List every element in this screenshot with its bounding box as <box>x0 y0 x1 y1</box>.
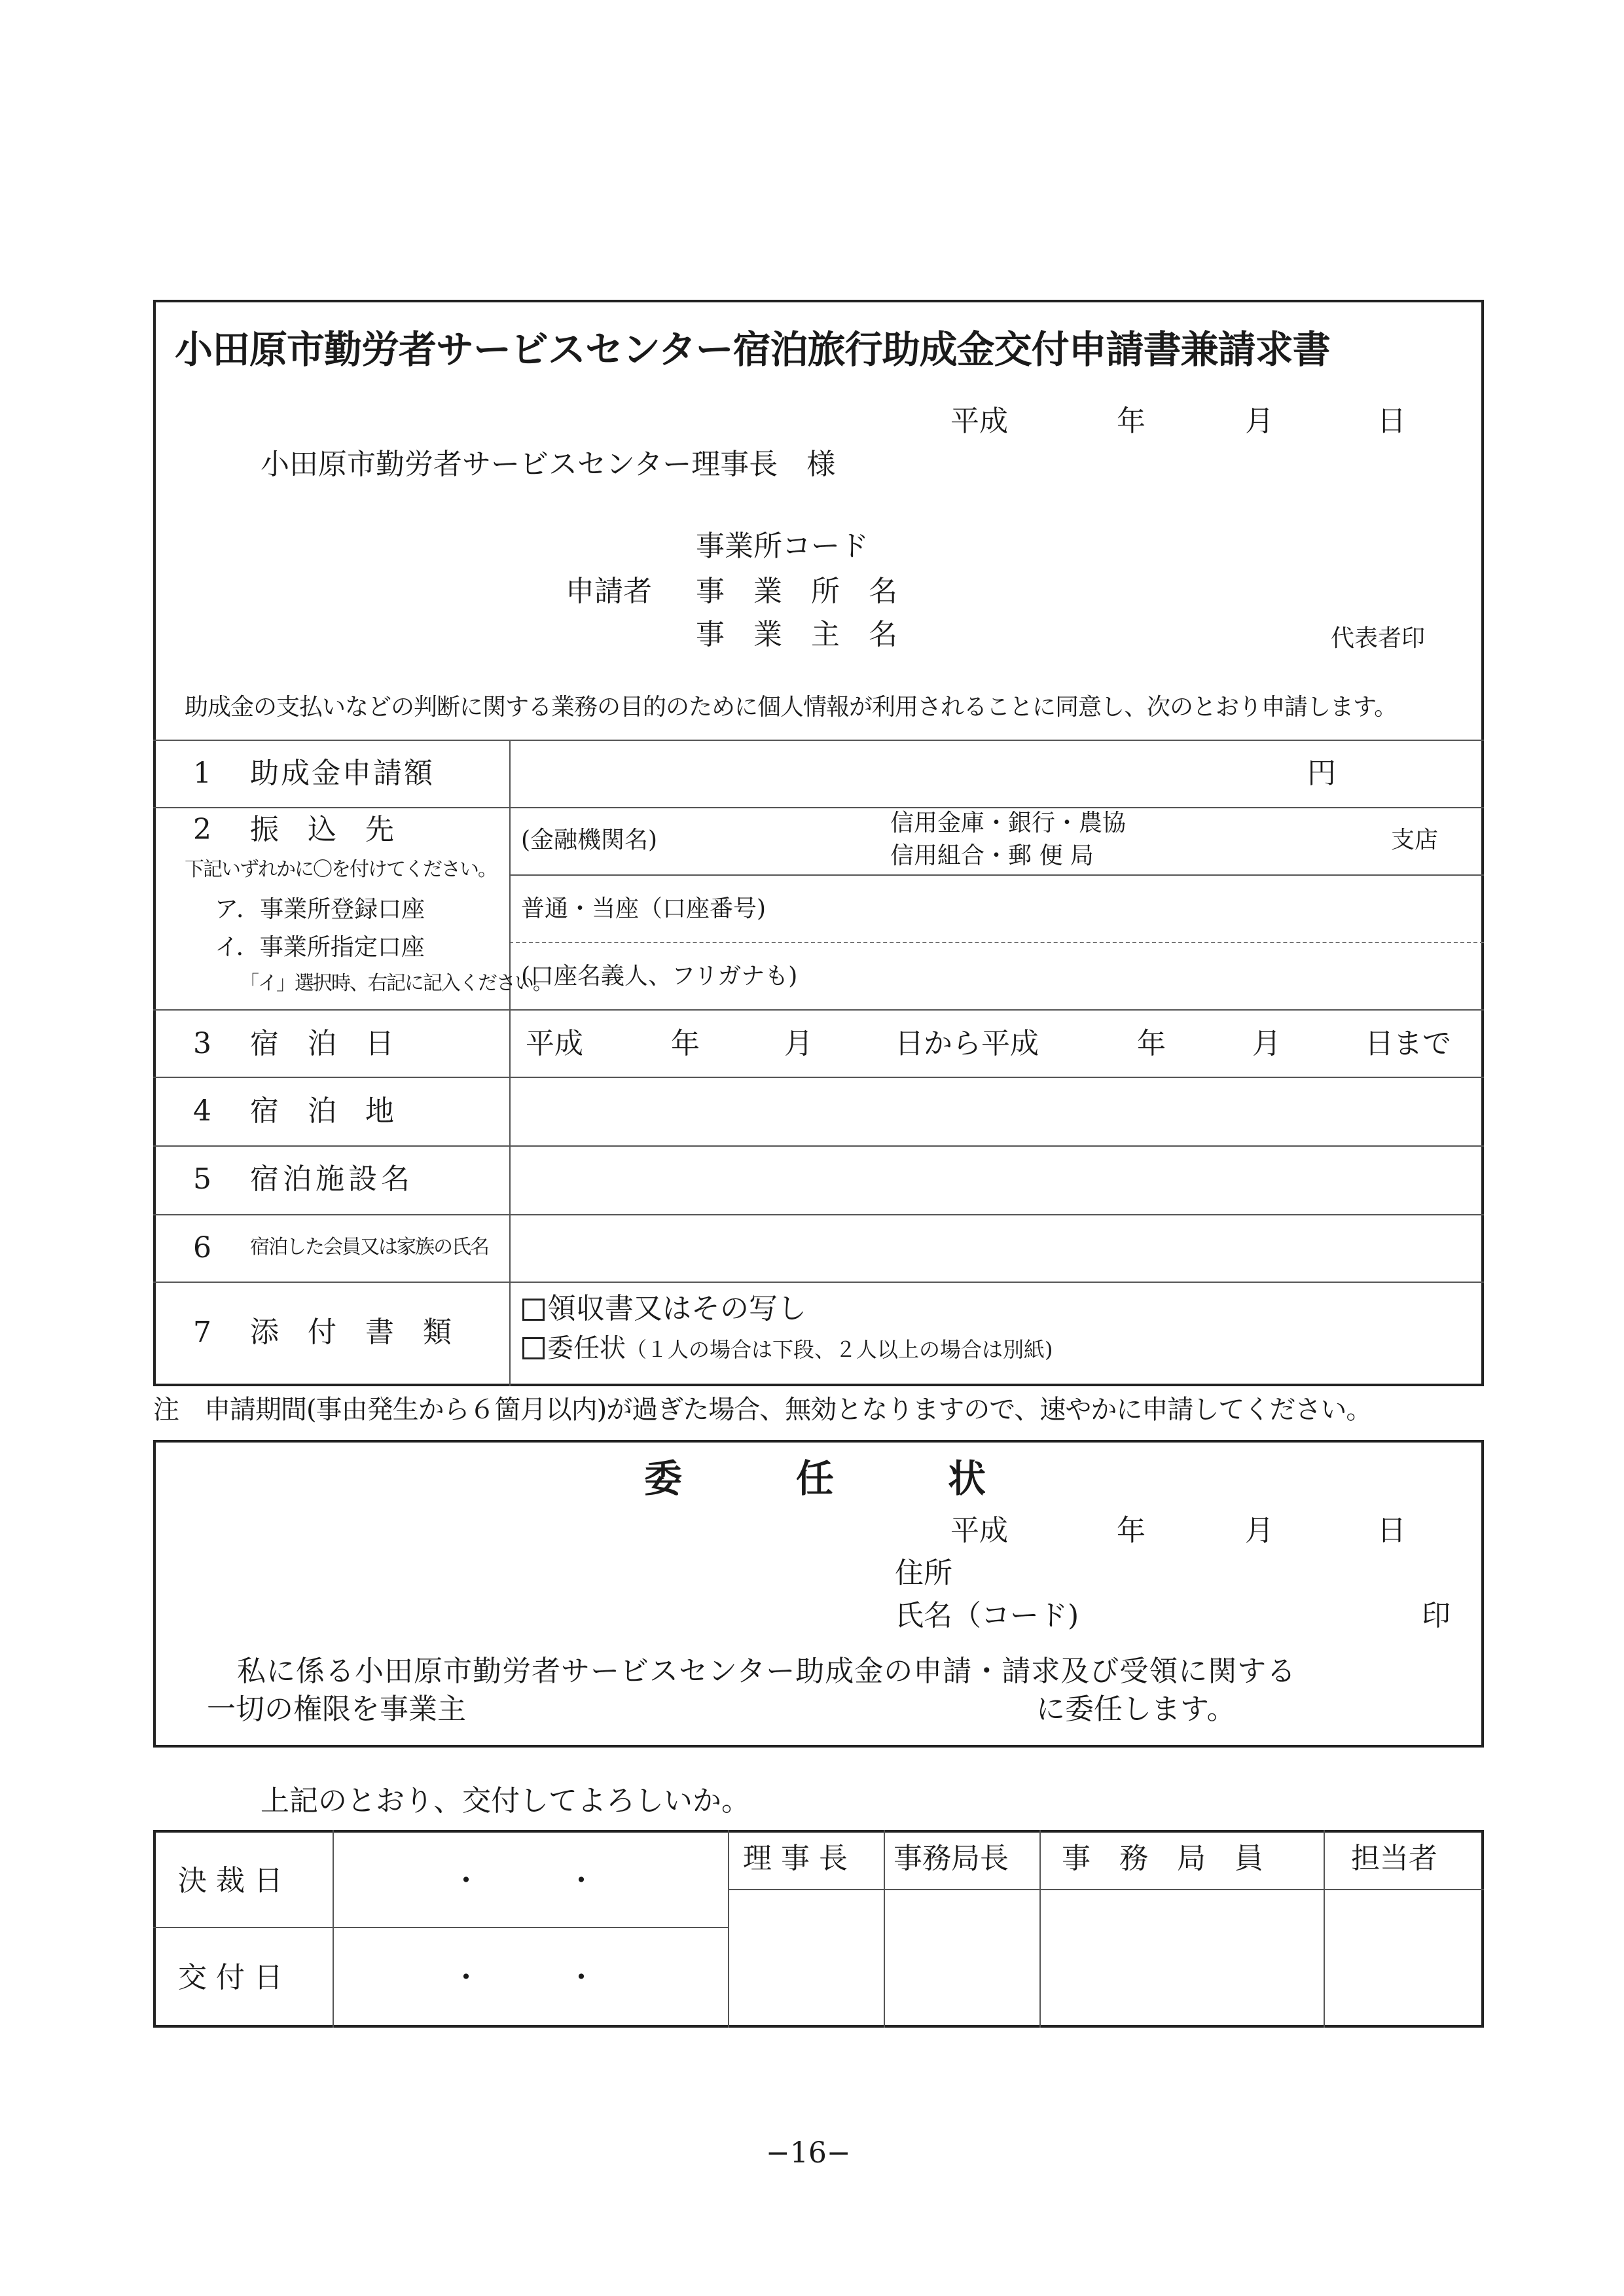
approval-row-divider <box>153 1927 728 1928</box>
bank-types-line1: 信用金庫・銀行・農協 <box>890 810 1127 836</box>
decision-date-dots: ・ ・ <box>452 1864 596 1897</box>
row1-label: 助成金申請額 <box>250 757 435 790</box>
approval-column-divider <box>884 1830 885 2028</box>
date-era: 平成 <box>950 404 1008 438</box>
application-period-note: 注 申請期間(事由発生から６箇月以内)が過ぎた場合、無効となりますので、速やかに申請してください。 <box>153 1395 1372 1425</box>
office-name-label: 事 業 所 名 <box>696 575 897 608</box>
receipt-checkbox-row <box>522 1292 806 1325</box>
form-title: 小田原市勤労者サービスセンター宿泊旅行助成金交付申請書兼請求書 <box>175 327 1330 372</box>
row-divider <box>509 874 1484 876</box>
approval-column-divider <box>333 1830 334 2028</box>
office-code-label: 事業所コード <box>696 529 869 563</box>
proxy-date-era: 平成 <box>950 1514 1008 1547</box>
row4-number: 4 <box>193 1094 211 1128</box>
addressee: 小田原市勤労者サービスセンター理事長 様 <box>261 448 836 481</box>
account-holder-label: (口座名義人、フリガナも) <box>521 963 798 990</box>
row1-number: 1 <box>193 757 211 790</box>
approval-column-divider <box>1039 1830 1041 2028</box>
date-day: 日 <box>1377 404 1406 438</box>
proxy-name-label: 氏名（コード) <box>895 1599 1079 1632</box>
row-divider <box>153 1077 1484 1078</box>
stay-year1: 年 <box>671 1027 700 1060</box>
approval-question: 上記のとおり、交付してよろしいか。 <box>261 1784 750 1818</box>
account-option-i: イ．事業所指定口座 <box>215 934 425 961</box>
row6-label: 宿泊した会員又は家族の氏名 <box>250 1236 488 1259</box>
row2-number: 2 <box>193 813 211 846</box>
account-option-a: ア．事業所登録口座 <box>215 896 425 923</box>
option-i-note: 「イ」選択時、右記に記入ください。 <box>240 972 551 995</box>
date-month: 月 <box>1245 404 1274 438</box>
proxy-body-line2-a: 一切の権限を事業主 <box>207 1693 466 1726</box>
row3-number: 3 <box>193 1027 211 1060</box>
row2-note: 下記いずれかに〇を付けてください。 <box>185 858 496 881</box>
receipt-checkbox[interactable] <box>522 1299 545 1321</box>
yen-unit: 円 <box>1307 757 1336 790</box>
proxy-checkbox-row <box>522 1335 1053 1361</box>
receipt-label: 領収書又はその写し <box>547 1292 806 1325</box>
owner-name-label: 事 業 主 名 <box>696 618 897 651</box>
account-number-label: 普通・当座（口座番号) <box>521 895 767 922</box>
bank-name-label: (金融機関名) <box>521 827 658 853</box>
proxy-seal: 印 <box>1422 1599 1451 1632</box>
approval-column-divider <box>1324 1830 1325 2028</box>
row6-number: 6 <box>193 1231 211 1265</box>
proxy-doc-note: （１人の場合は下段、２人以上の場合は別紙) <box>626 1337 1053 1362</box>
page-number: −16− <box>766 2136 851 2170</box>
proxy-doc-label: 委任状 <box>547 1333 626 1363</box>
stay-until: 日まで <box>1365 1027 1451 1060</box>
row7-number: 7 <box>193 1316 211 1349</box>
stay-month2: 月 <box>1252 1027 1281 1060</box>
header-person-in-charge: 担当者 <box>1351 1842 1437 1875</box>
representative-seal-label: 代表者印 <box>1331 625 1426 652</box>
row-divider <box>153 740 1484 741</box>
proxy-date-month: 月 <box>1245 1514 1274 1547</box>
row4-label: 宿 泊 地 <box>250 1094 394 1128</box>
branch-label: 支店 <box>1391 827 1439 853</box>
consent-text: 助成金の支払いなどの判断に関する業務の目的のために個人情報が利用されることに同意し、次のとおり申請します。 <box>185 694 1398 721</box>
proxy-date-year: 年 <box>1117 1514 1146 1547</box>
stay-from-to: 日から平成 <box>895 1027 1039 1060</box>
issue-date-label: 交 付 日 <box>178 1961 283 1994</box>
row5-number: 5 <box>193 1162 211 1196</box>
approval-header-divider <box>728 1889 1484 1890</box>
row-divider <box>153 1214 1484 1215</box>
date-year: 年 <box>1117 404 1146 438</box>
proxy-address-label: 住所 <box>895 1556 952 1590</box>
applicant-label: 申請者 <box>566 575 652 608</box>
header-staff: 事 務 局 員 <box>1062 1842 1263 1875</box>
proxy-title: 委 任 状 <box>644 1456 986 1501</box>
column-divider <box>509 740 511 1386</box>
stay-month1: 月 <box>784 1027 813 1060</box>
stay-from-era: 平成 <box>526 1027 583 1060</box>
row3-label: 宿 泊 日 <box>250 1027 394 1060</box>
row-divider <box>153 1145 1484 1147</box>
decision-date-label: 決 裁 日 <box>178 1864 283 1897</box>
bank-types-line2: 信用組合・郵 便 局 <box>890 842 1094 869</box>
header-secretary-general: 事務局長 <box>893 1842 1009 1875</box>
proxy-body-line2-b: に委任します。 <box>1036 1693 1236 1726</box>
row5-label: 宿泊施設名 <box>250 1162 414 1196</box>
approval-column-divider <box>728 1830 729 2028</box>
row7-label: 添 付 書 類 <box>250 1316 452 1349</box>
row-divider <box>153 807 1484 808</box>
stay-year2: 年 <box>1137 1027 1166 1060</box>
issue-date-dots: ・ ・ <box>452 1961 596 1994</box>
header-chairman: 理 事 長 <box>743 1842 848 1875</box>
proxy-checkbox[interactable] <box>522 1337 545 1359</box>
row-divider <box>153 1009 1484 1011</box>
proxy-body-line1: 私に係る小田原市勤労者サービスセンター助成金の申請・請求及び受領に関する <box>237 1655 1297 1688</box>
proxy-date-day: 日 <box>1377 1514 1406 1547</box>
row-divider <box>153 1282 1484 1283</box>
row-divider-dashed <box>509 942 1484 943</box>
row2-label: 振 込 先 <box>250 813 394 846</box>
